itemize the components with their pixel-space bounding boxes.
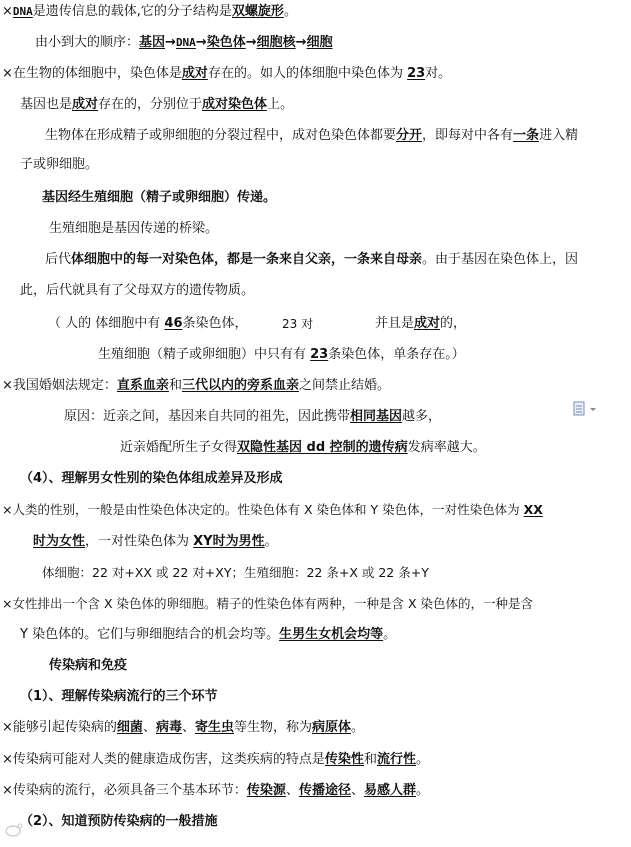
line-meiosis-cont: 子或卵细胞。 [20,157,99,172]
line-sex-determination-cont: 时为女性，一对性染色体为 XY时为男性。 [33,534,278,549]
line-chromosome-pairs: ×在生物的体细胞中，染色体是成对存在的。如人的体细胞中染色体为 23对。 [2,66,452,81]
bullet-mark: × [2,502,13,517]
line-somatic-count: （ 人的 体细胞中有 46条染色体， [48,316,248,331]
bullet-mark: × [2,596,13,611]
arrow-icon: → [195,35,207,50]
line-dna-carrier: ×DNA是遗传信息的载体,它的分子结构是双螺旋形。 [2,4,297,19]
line-marriage-law: ×我国婚姻法规定：直系血亲和三代以内的旁系血亲之间禁止结婚。 [2,378,390,393]
line-heading-gene-transfer: 基因经生殖细胞（精子或卵细胞）传递。 [42,190,277,205]
line-equal-chance: Y 染色体的。它们与卵细胞结合的机会均等。生男生女机会均等。 [20,627,397,642]
line-offspring: 后代体细胞中的每一对染色体，都是一条来自父亲，一条来自母亲。由于基因在染色体上，因 [45,252,579,267]
line-three-links: ×传染病的流行，必须具备三个基本环节：传染源、传播途径、易感人群。 [2,783,430,798]
line-reason: 原因：近亲之间，基因来自共同的祖先，因此携带相同基因越多， [64,409,442,424]
bullet-mark: × [2,4,13,19]
bullet-mark: × [2,752,13,767]
line-gene-pairs: 基因也是成对存在的，分别位于成对染色体上。 [20,97,294,112]
line-egg-sperm: ×女性排出一个含 X 染色体的卵细胞。精子的性染色体有两种，一种是含 X 染色体的，一种是含 [2,596,534,611]
bullet-mark: × [2,783,13,798]
line-sex-determination: ×人类的性别，一般是由性染色体决定的。性染色体有 X 染色体和 Y 染色体，一对性染色体为 XX [2,502,543,517]
line-cell-formula: 体细胞：22 对+XX 或 22 对+XY；生殖细胞：22 条+X 或 22 条+Y [42,565,429,580]
heading-three-links: （1）、理解传染病流行的三个环节 [20,689,218,704]
arrow-icon: → [165,35,176,50]
heading-infectious-disease: 传染病和免疫 [49,658,128,673]
heading-prevention: （2）、知道预防传染病的一般措施 [20,814,218,829]
bullet-mark: × [2,378,13,393]
line-meiosis: 生物体在形成精子或卵细胞的分裂过程中，成对色染色体都要分开，即每对中各有一条进入精 [45,128,579,143]
line-consanguineous: 近亲婚配所生子女得双隐性基因 dd 控制的遗传病发病率越大。 [120,440,486,455]
line-germ-bridge: 生殖细胞是基因传递的桥梁。 [49,221,219,236]
arrow-icon: → [245,35,257,50]
watermark-logo-icon [4,822,26,838]
document-icon[interactable] [573,401,599,417]
line-offspring-cont: 此，后代就具有了父母双方的遗传物质。 [20,283,255,298]
arrow-icon: → [295,35,307,50]
line-somatic-pairs: 23 对 [282,317,314,331]
line-somatic-paired: 并且是成对的， [375,316,467,331]
bullet-mark: × [2,720,13,735]
bullet-mark: × [2,66,13,81]
line-size-order: 由小到大的顺序：基因→DNA→染色体→细胞核→细胞 [35,35,333,50]
line-germ-count: 生殖细胞（精子或卵细胞）中只有有 23条染色体，单条存在。） [98,347,465,362]
heading-sex-chromosome: （4）、理解男女性别的染色体组成差异及形成 [20,471,283,486]
line-disease-traits: ×传染病可能对人类的健康造成伤害，这类疾病的特点是传染性和流行性。 [2,752,429,767]
line-pathogen: ×能够引起传染病的细菌、病毒、寄生虫等生物，称为病原体。 [2,720,365,735]
